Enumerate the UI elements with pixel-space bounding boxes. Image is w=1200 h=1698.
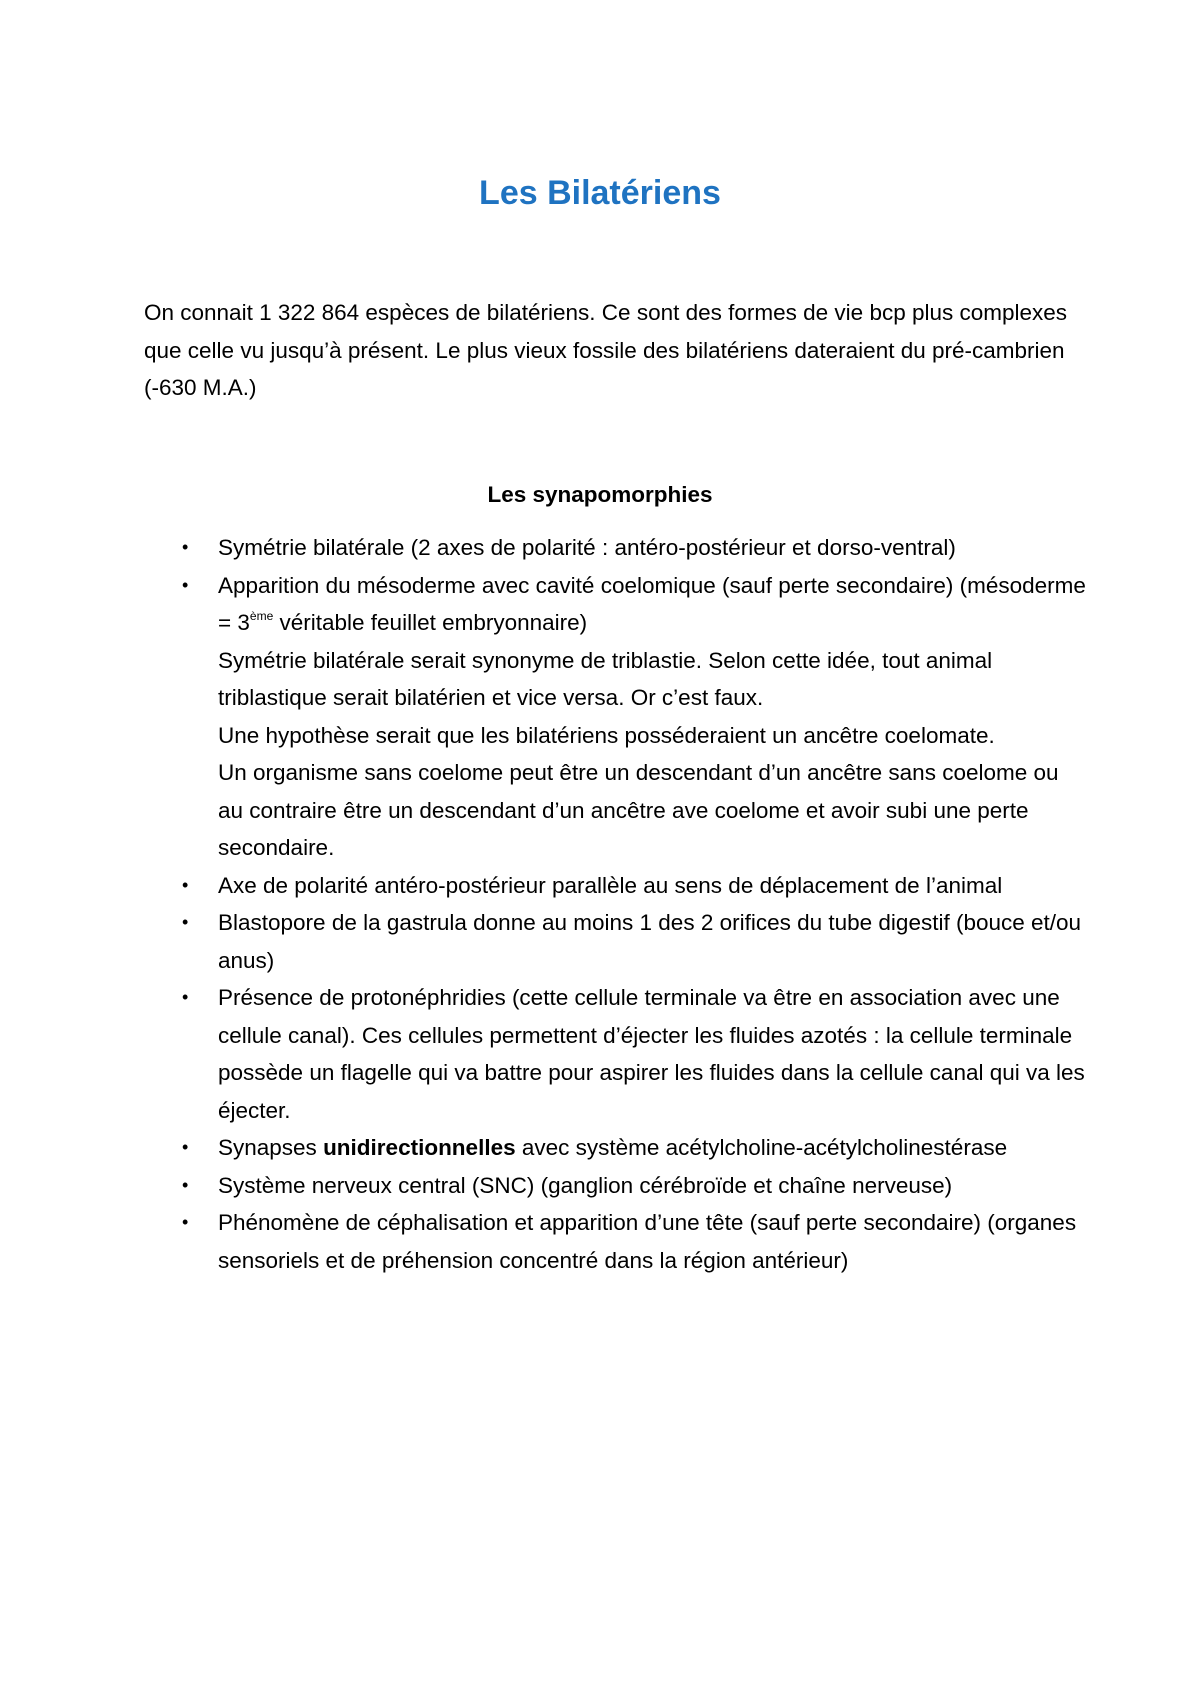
list-item: [0, 1204, 1200, 1279]
bullet-icon: •: [182, 912, 189, 932]
bold-term: unidirectionnelles: [323, 1135, 516, 1160]
intro-paragraph: On connait 1 322 864 espèces de bilatériens. Ce sont des formes de vie bcp plus complexes que celle vu jusqu’à présent. Le plus vieux fossile des bilatériens dateraient du pré-cambrien (-630 M.A.): [144, 300, 1068, 400]
list-item: [0, 904, 1200, 979]
bullet-icon: •: [182, 1137, 189, 1157]
list-item-text: Présence de protonéphridies (cette cellule terminale va être en association avec une cellule canal). Ces cellules permettent d’éjecter les fluides azotés : la cellule terminale possède un flagelle qui va battre pour aspirer les fluides dans la cellule canal qui va les éjecter.: [218, 985, 1085, 1123]
bullet-icon: •: [182, 537, 189, 557]
bullet-icon: •: [182, 574, 189, 595]
synapomorphies-list: [0, 529, 1200, 1279]
list-item: [0, 1129, 1200, 1167]
list-item-paragraph: Symétrie bilatérale serait synonyme de triblastie. Selon cette idée, tout animal triblastique serait bilatérien et vice versa. Or c’est faux.: [218, 647, 993, 710]
list-item: [0, 1167, 1200, 1205]
list-item-text-part: Synapses: [218, 1135, 324, 1160]
list-item-text: Système nerveux central (SNC) (ganglion cérébroïde et chaîne nerveuse): [218, 1172, 953, 1198]
list-item-paragraph: Une hypothèse serait que les bilatériens posséderaient un ancêtre coelomate.: [218, 722, 995, 748]
list-item-text: Blastopore de la gastrula donne au moins 1 des 2 orifices du tube digestif (bouce et/ou anus): [218, 910, 1082, 973]
list-item-text-part: avec système acétylcholine-acétylcholinestérase: [515, 1135, 1008, 1160]
list-item-text-part: véritable feuillet embryonnaire): [273, 610, 588, 635]
list-item-text: Axe de polarité antéro-postérieur parallèle au sens de déplacement de l’animal: [218, 872, 1003, 898]
section-heading: Les synapomorphies: [487, 482, 713, 507]
list-item-paragraph: Un organisme sans coelome peut être un descendant d’un ancêtre sans coelome ou au contraire être un descendant d’un ancêtre ave coelome et avoir subi une perte secondaire.: [218, 760, 1059, 860]
bullet-icon: •: [182, 1174, 189, 1195]
list-item: [0, 867, 1200, 905]
superscript-text: ème: [249, 608, 274, 623]
document-title: Les Bilatériens: [479, 173, 721, 212]
list-item: [0, 529, 1200, 567]
bullet-icon: •: [182, 987, 189, 1007]
list-item: [0, 979, 1200, 1129]
list-item-text-part: Apparition du mésoderme avec cavité coelomique (sauf perte secondaire) (mésoderme = 3: [218, 572, 1086, 635]
list-item-text: [218, 567, 1088, 642]
list-item-text: Symétrie bilatérale (2 axes de polarité : antéro-postérieur et dorso-ventral): [218, 535, 956, 560]
list-item-text: Phénomène de céphalisation et apparition d’une tête (sauf perte secondaire) (organes sensoriels et de préhension concentré dans la région antérieur): [218, 1210, 1077, 1273]
list-item: [0, 567, 1200, 867]
bullet-icon: •: [182, 874, 189, 895]
list-item-text: [218, 1129, 1088, 1167]
bullet-icon: •: [182, 1212, 189, 1232]
